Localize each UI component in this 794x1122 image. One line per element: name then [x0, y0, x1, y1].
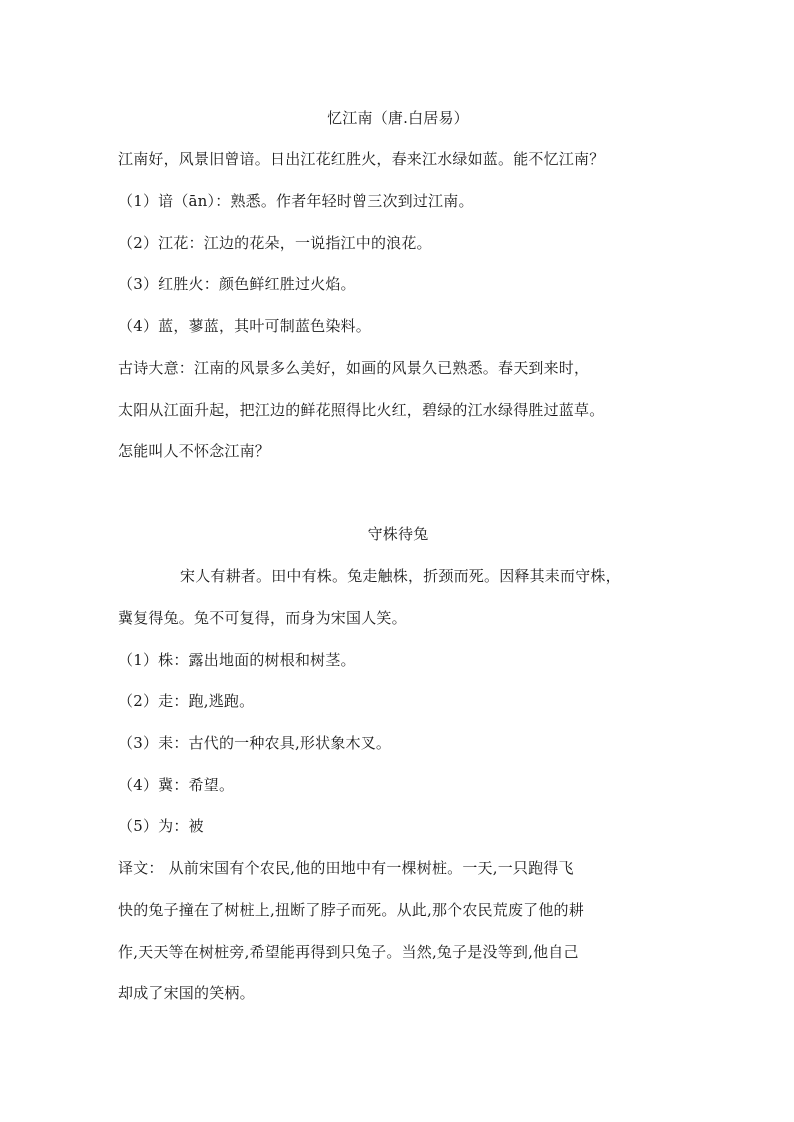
poem2-note-5: （5）为：被: [118, 817, 204, 835]
poem1-text: 江南好，风景旧曾谙。日出江花红胜火，春来江水绿如蓝。能不忆江南？: [118, 150, 605, 168]
poem2-title: 守株待兔: [367, 525, 429, 543]
poem2-note-3: （3）耒：古代的一种农具,形状象木叉。: [118, 734, 392, 752]
poem2-note-2: （2）走：跑,逃跑。: [118, 692, 255, 710]
poem1-meaning-line-2: 太阳从江面升起，把江边的鲜花照得比火红，碧绿的江水绿得胜过蓝草。: [118, 401, 605, 419]
poem2-translation-line-2: 快的兔子撞在了树桩上,扭断了脖子而死。从此,那个农民荒废了他的耕: [118, 901, 584, 919]
poem1-note-3: （3）红胜火：颜色鲜红胜过火焰。: [118, 275, 356, 293]
poem2-text-line-2: 冀复得兔。兔不可复得，而身为宋国人笑。: [118, 609, 407, 627]
poem2-text-line-1: 宋人有耕者。田中有株。兔走触株，折颈而死。因释其耒而守株，: [180, 567, 621, 585]
poem1-meaning-line-1: 古诗大意：江南的风景多么美好，如画的风景久已熟悉。春天到来时，: [118, 359, 590, 377]
poem2-note-1: （1）株：露出地面的树根和树茎。: [118, 651, 356, 669]
poem1-title: 忆江南（唐.白居易）: [327, 109, 469, 127]
poem2-translation-line-3: 作,天天等在树桩旁,希望能再得到只兔子。当然,兔子是没等到,他自己: [118, 943, 579, 961]
poem2-translation-line-4: 却成了宋国的笑柄。: [118, 984, 255, 1002]
poem1-meaning-line-3: 怎能叫人不怀念江南？: [118, 442, 271, 460]
poem2-note-4: （4）冀：希望。: [118, 776, 235, 794]
poem1-note-2: （2）江花：江边的花朵，一说指江中的浪花。: [118, 234, 432, 252]
poem1-note-4: （4）蓝，蓼蓝，其叶可制蓝色染料。: [118, 317, 371, 335]
poem2-translation-line-1: 译文： 从前宋国有个农民,他的田地中有一棵树桩。一天,一只跑得飞: [118, 859, 574, 877]
poem1-note-1: （1）谙（ān）：熟悉。作者年轻时曾三次到过江南。: [118, 192, 474, 210]
